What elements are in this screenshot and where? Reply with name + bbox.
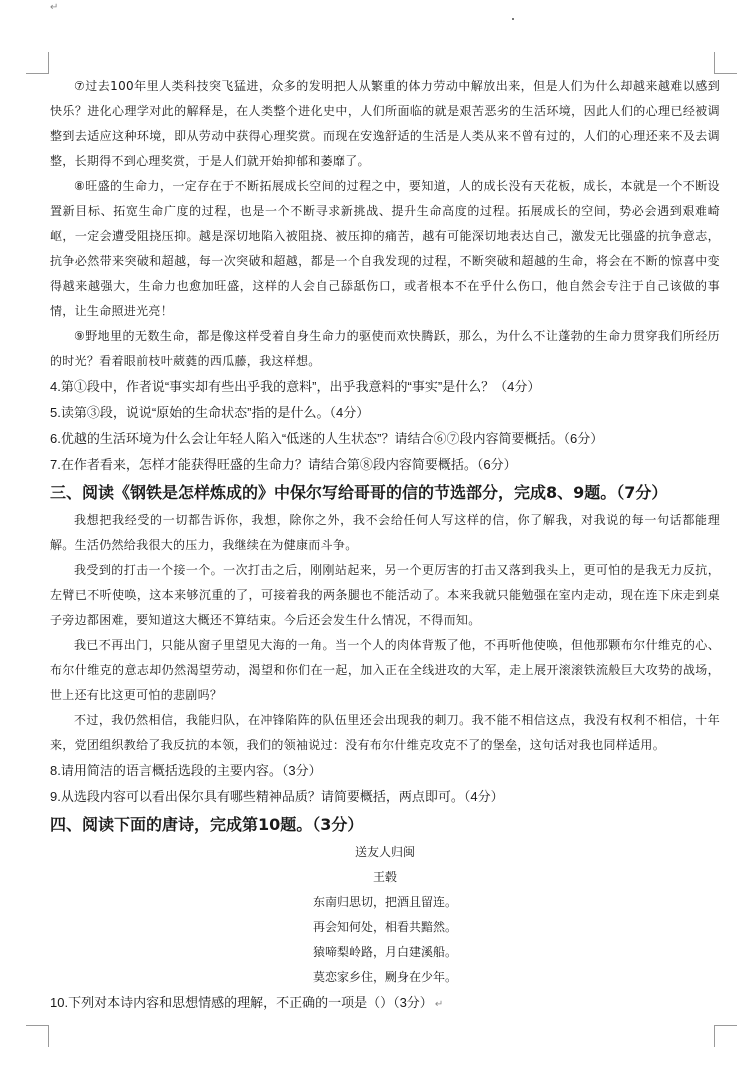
crop-mark-top-left-v: [48, 52, 49, 74]
crop-mark-bottom-right-v: [714, 1025, 715, 1047]
document-body: [50, 74, 720, 1018]
question-7: 7.在作者看来，怎样才能获得旺盛的生命力？请结合第⑧段内容简要概括。（6分）: [50, 457, 517, 472]
dot-mark: [512, 18, 514, 20]
question-5: 5.读第③段，说说“原始的生命状态”指的是什么。（4分）: [50, 405, 370, 420]
paragraph-8: ⑧旺盛的生命力，一定存在于不断拓展成长空间的过程之中，要知道，人的成长没有天花板，成长，本就是一个不断设置新目标、拓宽生命广度的过程，也是一个不断寻求新挑战、提升生命高度的过程。拓展成长的空间，势必会遇到艰难崎岖，一定会遭受阻挠压抑。越是深切地陷入被阻挠、被压抑的痛苦，越有可能深切地表达自己，激发无比强盛的抗争意志，抗争必然带来突破和超越，每一次突破和超越，都是一个自我发现的过程，不断突破和超越的生命，将会在不断的惊喜中变得越来越强大，生命力也愈加旺盛，这样的人会自己舔舐伤口，或者根本不在乎什么伤口，他自然会专注于自己该做的事情，让生命照进光亮！: [50, 179, 720, 318]
paragraph-7: ⑦过去100年里人类科技突飞猛进，众多的发明把人从繁重的体力劳动中解放出来，但是人们为什么却越来越难以感到快乐？进化心理学对此的解释是，在人类整个进化史中，人们所面临的就是艰苦恶劣的生活环境，因此人们的心理已经被调整到去适应这种环境，即从劳动中获得心理奖赏。而现在安逸舒适的生活是人类从来不曾有过的，人们的心理还来不及去调整，长期得不到心理奖赏，于是人们就开始抑郁和萎靡了。: [50, 79, 720, 168]
letter-paragraph-2: 我受到的打击一个接一个。一次打击之后，刚刚站起来，另一个更厉害的打击又落到我头上，更可怕的是我无力反抗，左臂已不听使唤，这本来够沉重的了，可接着我的两条腿也不能活动了。本来我就只能勉强在室内走动，现在连下床走到桌子旁边都困难，要知道这大概还不算结束。今后还会发生什么情况，不得而知。: [50, 563, 720, 627]
poem-line-1: 东南归思切，把酒且留连。: [312, 895, 457, 909]
crop-mark-bottom-left-v: [48, 1025, 49, 1047]
crop-mark-top-left-h: [26, 73, 48, 74]
crop-mark-bottom-left-h: [26, 1025, 48, 1026]
letter-paragraph-3: 我已不再出门，只能从窗子里望见大海的一角。当一个人的肉体背叛了他，不再听他使唤，但他那颗布尔什维克的心、布尔什维克的意志却仍然渴望劳动，渴望和你们在一起，加入正在全线进攻的大军，走上展开滚滚铁流般巨大攻势的战场，世上还有比这更可怕的悲剧吗？: [50, 638, 720, 702]
question-8: 8.请用简洁的语言概括选段的主要内容。（3分）: [50, 763, 322, 778]
letter-paragraph-1: 我想把我经受的一切都告诉你，我想，除你之外，我不会给任何人写这样的信，你了解我，对我说的每一句话都能理解。生活仍然给我很大的压力，我继续在为健康而斗争。: [50, 513, 720, 552]
question-4: 4.第①段中，作者说“事实却有些出乎我的意料”，出乎我意料的“事实”是什么？（4分）: [50, 379, 541, 394]
question-10-text: 10.下列对本诗内容和思想情感的理解，不正确的一项是（）（3分）: [50, 995, 433, 1010]
letter-paragraph-4: 不过，我仍然相信，我能归队，在冲锋陷阵的队伍里还会出现我的刺刀。我不能不相信这点，我没有权利不相信，十年来，党团组织教给了我反抗的本领，我们的领袖说过：没有布尔什维克攻克不了的堡垒，这句话对我也同样适用。: [50, 713, 720, 752]
question-10: [50, 990, 720, 1018]
crop-mark-bottom-right-h: [715, 1025, 737, 1026]
section-4-title: 四、阅读下面的唐诗，完成第10题。（3分）: [50, 815, 364, 834]
question-6: 6.优越的生活环境为什么会让年轻人陷入“低迷的人生状态”？请结合⑥⑦段内容简要概括。（6分）: [50, 431, 604, 446]
poem-line-2: 再会知何处，相看共黯然。: [312, 920, 457, 934]
poem: [50, 840, 720, 990]
paragraph-mark: ↵: [50, 2, 59, 13]
section-3-title: 三、阅读《钢铁是怎样炼成的》中保尔写给哥哥的信的节选部分，完成8、9题。（7分）: [50, 483, 668, 502]
poem-line-4: 莫恋家乡住，劂身在少年。: [312, 970, 457, 984]
crop-mark-top-right-v: [714, 52, 715, 74]
poem-line-3: 猿啼梨岭路，月白建溪船。: [312, 945, 457, 959]
paragraph-9: ⑨野地里的无数生命，都是像这样受着自身生命力的驱使而欢快腾跃，那么，为什么不让蓬勃的生命力贯穿我们所经历的时光？看着眼前枝叶葳蕤的西瓜藤，我这样想。: [50, 329, 720, 368]
poem-author: 王毂: [372, 870, 397, 884]
poem-title: 送友人归闽: [354, 845, 415, 859]
return-mark: ↵: [434, 999, 444, 1010]
question-9: 9.从选段内容可以看出保尔具有哪些精神品质？请简要概括，两点即可。（4分）: [50, 789, 504, 804]
